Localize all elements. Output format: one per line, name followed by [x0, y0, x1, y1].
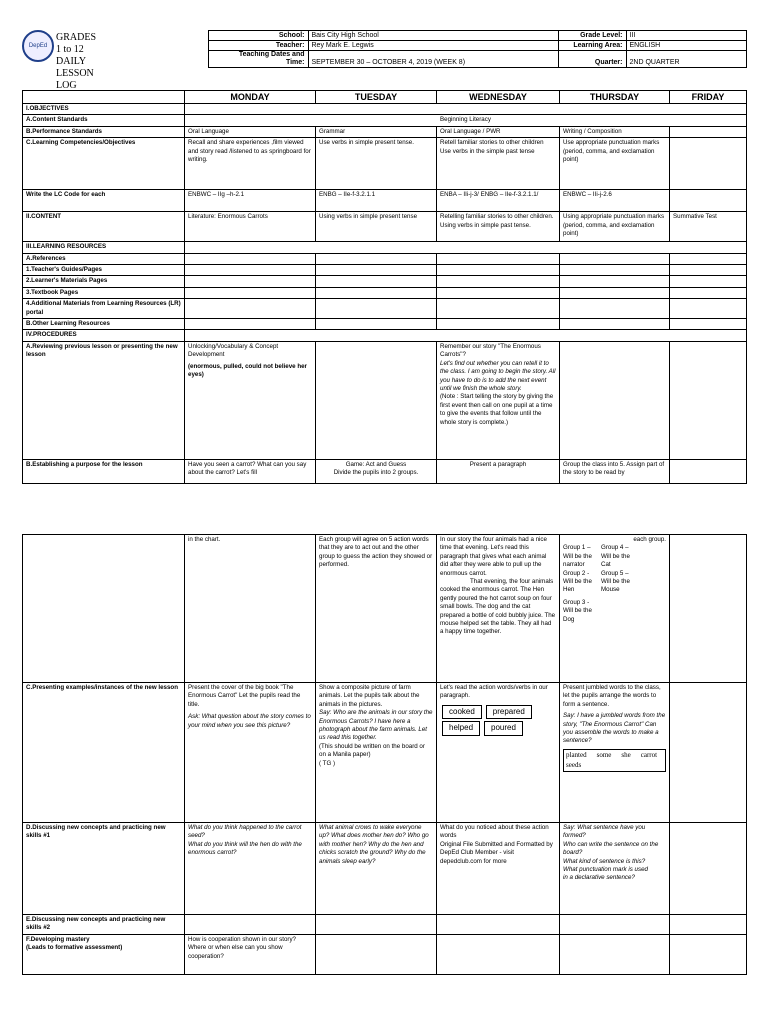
discuss-mon: What do you think happened to the carrot seed? What do you think will the hen do with the enormous carrot?	[185, 823, 316, 915]
purpose-tue: Game: Act and Guess Divide the pupils into 2 groups.	[316, 459, 437, 483]
row-establishing-purpose: B.Establishing a purpose for the lesson	[23, 459, 185, 483]
purpose-wed: Present a paragraph	[437, 459, 560, 483]
page-separator	[0, 500, 768, 528]
day-monday: MONDAY	[185, 91, 316, 104]
school-value: Bais City High School	[308, 31, 558, 41]
content-wed: Retelling familiar stories to other children. Using verbs in simple past tense.	[437, 212, 560, 242]
code-tue: ENBG – IIe-f-3.2.1.1	[316, 190, 437, 212]
perf-mon: Oral Language	[185, 126, 316, 137]
row-learning-resources: III.LEARNING RESOURCES	[23, 242, 185, 253]
lesson-log-page-1	[0, 0, 768, 500]
code-mon: ENBWC – IIg –h-2.1	[185, 190, 316, 212]
dates-label: Teaching Dates and Time:	[208, 51, 308, 68]
perf-fri	[670, 126, 747, 137]
comp-tue: Use verbs in simple present tense.	[316, 138, 437, 190]
mastery-mon: How is cooperation shown in our story? Where or when else can you show cooperation?	[185, 934, 316, 974]
perf-tue: Grammar	[316, 126, 437, 137]
row-developing-mastery: F.Developing mastery (Leads to formative assessment)	[23, 934, 185, 974]
day-tuesday: TUESDAY	[316, 91, 437, 104]
day-friday: FRIDAY	[670, 91, 747, 104]
review-wed: Remember our story "The Enormous Carrots"? Let's find out whether you can retell it to the class. I am going to begin the story. All you have to do is to add the next event until we finish the whole story. (Note : Start telling the story by giving the first event then call on one pupil at a time to give the events that follow until the whole story is complete.)	[437, 341, 560, 459]
row-content-standards: A.Content Standards	[23, 115, 185, 126]
row-other-resources: B.Other Learning Resources	[23, 319, 185, 330]
group-3: Group 3 - Will be the Dog	[563, 598, 592, 623]
lesson-table-continued	[22, 534, 747, 975]
code-wed: ENBA – IIi-j-3/ ENBG – IIe-f-3.2.1.1/	[437, 190, 560, 212]
day-wednesday: WEDNESDAY	[437, 91, 560, 104]
group-5: Group 5 – Will be the Mouse	[601, 569, 630, 594]
presenting-mon: Present the cover of the big book "The Enormous Carrot" Let the pupils read the title. Ask: What question about the story comes to your mind when you see this picture?	[185, 683, 316, 823]
code-thu: ENBWC – IIi-j-2.6	[560, 190, 670, 212]
discuss-tue: What animal crows to wake everyone up? What does mother hen do? Who go with mother hen? Why do the hen and chicks scratch the ground? Why do the animals sleep early?	[316, 823, 437, 915]
code-fri	[670, 190, 747, 212]
purpose-cont-wed: In our story the four animals had a nice time that evening. Let's read this paragraph that gives what each animal did after they were able to pull up the enormous carrot. That evening, the four animals cooked the enormous carrot. The Hen gently poured the hot carrot soup on four small bowls. The dog and the cat prepared a bottle of cold bubbly juice. The mouse helped set the table. They all had a happy time together.	[437, 535, 560, 683]
row-teachers-guides: 1.Teacher's Guides/Pages	[23, 265, 185, 276]
grade-label: Grade Level:	[558, 31, 626, 41]
day-thursday: THURSDAY	[560, 91, 670, 104]
row-content: II.CONTENT	[23, 212, 185, 242]
row-procedures: IV.PROCEDURES	[23, 330, 185, 341]
area-value: ENGLISH	[626, 41, 746, 51]
purpose-mon: Have you seen a carrot? What can you say about the carrot? Let's fill	[185, 459, 316, 483]
content-thu: Using appropriate punctuation marks (period, comma, and exclamation point)	[560, 212, 670, 242]
presenting-tue: Show a composite picture of farm animals. Let the pupils talk about the animals in the pictures. Say: Who are the animals in our story the Enormous Carrots? I have here a photograph about the farm animals. Let us read this together. (This should be written on the board or on a Manila paper) ( TG )	[316, 683, 437, 823]
teacher-label: Teacher:	[208, 41, 308, 51]
row-additional-materials: 4.Additional Materials from Learning Resources (LR) portal	[23, 299, 185, 319]
purpose-cont-tue: Each group will agree on 5 action words that they are to act out and the other group to guess the action they showed or performed.	[316, 535, 437, 683]
title-line-2: DAILY LESSON LOG	[56, 56, 94, 91]
lesson-log-page-2	[0, 528, 768, 1024]
group-1: Group 1 – Will be the narrator	[563, 544, 592, 569]
row-competencies: C.Learning Competencies/Objectives	[23, 138, 185, 190]
lesson-table	[22, 90, 747, 484]
row-learners-materials: 2.Learner's Materials Pages	[23, 276, 185, 287]
row-textbook-pages: 3.Textbook Pages	[23, 287, 185, 298]
school-label: School:	[208, 31, 308, 41]
corner-cell	[23, 91, 185, 104]
comp-mon: Recall and share experiences ,film viewed and story read /listened to as springboard for writing.	[185, 138, 316, 190]
teacher-value: Rey Mark E. Legwis	[308, 41, 558, 51]
perf-thu: Writing / Composition	[560, 126, 670, 137]
presenting-wed: Let's read the action words/verbs in our paragraph. cooked prepared helped poured	[437, 683, 560, 823]
title-line-1: GRADES 1 to 12	[56, 32, 97, 55]
review-mon: Unlocking/Vocabulary & Concept Development (enormous, pulled, could not believe her eyes)	[185, 341, 316, 459]
presenting-thu: Present jumbled words to the class, let the pupils arrange the words to form a sentence. Say: I have a jumbled words from the story, "The Enormous Carrot" Can you assemble the words to make a sentence? planted some she carrot seeds	[560, 683, 670, 823]
row-discussing-2: E.Discussing new concepts and practicing new skills #2	[23, 915, 185, 935]
purpose-cont-thu: each group. Group 1 – Will be the narrator Group 2 - Will be the Hen Group 3 - Will be the Dog Group 4 – Will be the Cat Group 5 – Will be the Mouse	[560, 535, 670, 683]
row-presenting-examples: C.Presenting examples/instances of the new lesson	[23, 683, 185, 823]
quarter-value: 2ND QUARTER	[626, 51, 746, 68]
comp-thu: Use appropriate punctuation marks (period, comma, and exclamation point)	[560, 138, 670, 190]
purpose-fri	[670, 459, 747, 483]
row-references: A.References	[23, 253, 185, 264]
verb-card-prepared: prepared	[486, 705, 532, 719]
discuss-wed: What do you noticed about these action words Original File Submitted and Formatted by DepEd Club Member - visit depedclub.com for more	[437, 823, 560, 915]
header-info-table	[22, 30, 747, 68]
discuss-thu: Say: What sentence have you formed? Who can write the sentence on the board? What kind of sentence is this? What punctuation mark is used in a declarative sentence?	[560, 823, 670, 915]
group-4: Group 4 – Will be the Cat	[601, 544, 630, 569]
deped-seal-icon: DepEd	[22, 30, 54, 62]
jumbled-words-box: planted some she carrot seeds	[563, 749, 666, 772]
verb-card-poured: poured	[484, 721, 523, 735]
row-discussing-1: D.Discussing new concepts and practicing new skills #1	[23, 823, 185, 915]
comp-wed: Retell familiar stories to other children Use verbs in the simple past tense	[437, 138, 560, 190]
comp-fri	[670, 138, 747, 190]
row-objectives: I.OBJECTIVES	[23, 104, 185, 115]
row-performance-standards: B.Performance Standards	[23, 126, 185, 137]
verb-card-helped: helped	[442, 721, 480, 735]
verb-card-cooked: cooked	[442, 705, 482, 719]
purpose-thu: Group the class into 5. Assign part of the story to be read by	[560, 459, 670, 483]
content-mon: Literature: Enormous Carrots	[185, 212, 316, 242]
area-label: Learning Area:	[558, 41, 626, 51]
perf-wed: Oral Language / PWR	[437, 126, 560, 137]
quarter-label: Quarter:	[558, 51, 626, 68]
content-tue: Using verbs in simple present tense	[316, 212, 437, 242]
dates-value: SEPTEMBER 30 – OCTOBER 4, 2019 (WEEK 8)	[308, 51, 558, 68]
content-fri: Summative Test	[670, 212, 747, 242]
row-lc-code: Write the LC Code for each	[23, 190, 185, 212]
grade-value: III	[626, 31, 746, 41]
group-2: Group 2 - Will be the Hen	[563, 569, 592, 594]
content-standards-value: Beginning Literacy	[185, 115, 747, 126]
row-reviewing: A.Reviewing previous lesson or presenting the new lesson	[23, 341, 185, 459]
purpose-cont-mon: in the chart.	[185, 535, 316, 683]
